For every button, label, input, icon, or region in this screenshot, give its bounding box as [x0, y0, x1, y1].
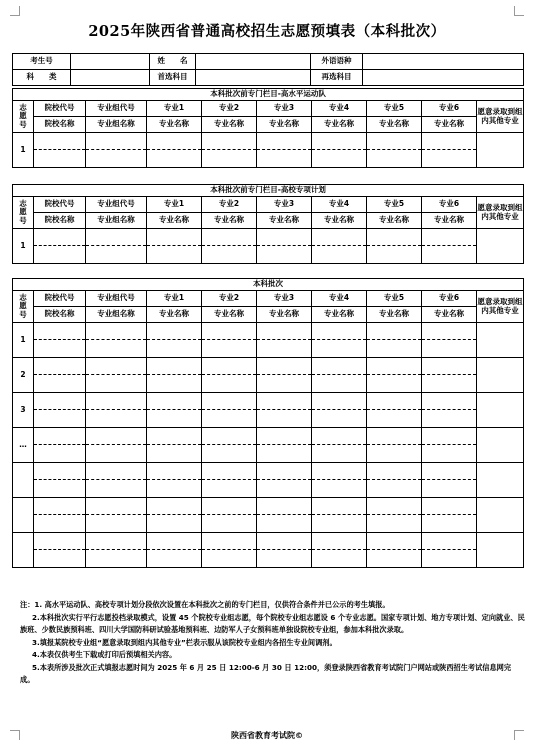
order-header: 志愿号 [13, 101, 34, 133]
entry-cell[interactable] [202, 533, 257, 568]
major-name-header: 专业名称 [312, 307, 367, 323]
entry-cell[interactable] [367, 533, 422, 568]
major-header: 专业5 [367, 291, 422, 307]
entry-cell[interactable] [422, 323, 477, 358]
note-2: 2.本科批次实行平行志愿投档录取模式，设置 45 个院校专业组志愿，每个院校专业组志愿设 6 个专业志愿。国家专项计划、地方专项计划、定向就业、民族班、少数民族预科班、四川大学国防科研试验基地预科班、边防军人子女预科班单独设院校专业组，参加本科批次录取。 [20, 612, 525, 634]
major-header: 专业3 [257, 291, 312, 307]
entry-cell[interactable] [422, 428, 477, 463]
crop-mark [10, 6, 20, 16]
group-code-header: 专业组代号 [86, 291, 147, 307]
school-name-header: 院校名称 [34, 307, 86, 323]
accept-header: 愿意录取到组内其他专业 [477, 197, 524, 229]
entry-cell[interactable] [34, 358, 86, 393]
volunteer-row [13, 229, 524, 264]
entry-cell[interactable] [312, 323, 367, 358]
entry-cell[interactable] [147, 498, 202, 533]
entry-cell[interactable] [86, 428, 147, 463]
major-header: 专业2 [202, 101, 257, 117]
volunteer-row [13, 323, 524, 358]
group-code-header: 专业组代号 [86, 197, 147, 213]
entry-cell[interactable] [257, 533, 312, 568]
school-code-header: 院校代号 [34, 101, 86, 117]
entry-cell[interactable] [147, 463, 202, 498]
major-header: 专业2 [202, 291, 257, 307]
entry-cell[interactable] [257, 393, 312, 428]
name-label: 姓 名 [150, 54, 196, 70]
major-name-header: 专业名称 [367, 307, 422, 323]
exam-no-label: 考生号 [13, 54, 71, 70]
major-header: 专业6 [422, 101, 477, 117]
footer: 陕西省教育考试院© [231, 731, 303, 740]
entry-cell[interactable] [367, 498, 422, 533]
entry-cell[interactable] [312, 229, 367, 264]
entry-cell[interactable] [422, 463, 477, 498]
entry-cell[interactable] [257, 358, 312, 393]
accept-cell[interactable] [477, 463, 524, 498]
entry-cell[interactable] [86, 498, 147, 533]
entry-cell[interactable] [86, 393, 147, 428]
group-name-header: 专业组名称 [86, 213, 147, 229]
major-header: 专业5 [367, 197, 422, 213]
entry-cell[interactable] [257, 323, 312, 358]
entry-cell[interactable] [257, 428, 312, 463]
second-subject-field[interactable] [363, 70, 524, 86]
order-number: … [13, 428, 34, 463]
entry-cell[interactable] [202, 498, 257, 533]
entry-cell[interactable] [202, 428, 257, 463]
exam-no-field[interactable] [71, 54, 150, 70]
section-title: 本科批次 [13, 279, 524, 291]
major-header: 专业4 [312, 291, 367, 307]
volunteer-row [13, 498, 524, 533]
entry-cell[interactable] [367, 463, 422, 498]
entry-cell[interactable] [147, 133, 202, 168]
entry-cell[interactable] [202, 358, 257, 393]
entry-cell[interactable] [202, 463, 257, 498]
section-title: 本科批次前专门栏目-高校专项计划 [13, 185, 524, 197]
major-header: 专业3 [257, 101, 312, 117]
notes [20, 599, 525, 687]
entry-cell[interactable] [312, 133, 367, 168]
entry-cell[interactable] [147, 533, 202, 568]
school-name-header: 院校名称 [34, 213, 86, 229]
entry-cell[interactable] [147, 358, 202, 393]
order-header: 志愿号 [13, 197, 34, 229]
entry-cell[interactable] [86, 463, 147, 498]
major-header: 专业6 [422, 291, 477, 307]
major-header: 专业4 [312, 197, 367, 213]
major-name-header: 专业名称 [422, 117, 477, 133]
major-header: 专业6 [422, 197, 477, 213]
accept-cell[interactable] [477, 498, 524, 533]
major-name-header: 专业名称 [422, 307, 477, 323]
entry-cell[interactable] [86, 358, 147, 393]
major-header: 专业5 [367, 101, 422, 117]
major-name-header: 专业名称 [312, 213, 367, 229]
order-number: 1 [13, 323, 34, 358]
section-table [12, 278, 524, 568]
entry-cell[interactable] [86, 533, 147, 568]
entry-cell[interactable] [257, 463, 312, 498]
group-name-header: 专业组名称 [86, 307, 147, 323]
entry-cell[interactable] [422, 229, 477, 264]
school-name-header: 院校名称 [34, 117, 86, 133]
major-name-header: 专业名称 [202, 213, 257, 229]
entry-cell[interactable] [422, 393, 477, 428]
order-number: 3 [13, 393, 34, 428]
entry-cell[interactable] [422, 498, 477, 533]
section-table [12, 184, 524, 264]
entry-cell[interactable] [34, 533, 86, 568]
entry-cell[interactable] [147, 393, 202, 428]
crop-mark [514, 6, 524, 16]
school-code-header: 院校代号 [34, 291, 86, 307]
subject-field[interactable] [71, 70, 150, 86]
major-header: 专业4 [312, 101, 367, 117]
major-header: 专业1 [147, 101, 202, 117]
entry-cell[interactable] [147, 323, 202, 358]
foreign-lang-label: 外语语种 [311, 54, 363, 70]
note-4: 4.本表仅供考生下载或打印后预填相关内容。 [32, 650, 177, 659]
entry-cell[interactable] [34, 323, 86, 358]
major-header: 专业3 [257, 197, 312, 213]
accept-cell[interactable] [477, 533, 524, 568]
order-number [13, 498, 34, 533]
entry-cell[interactable] [34, 463, 86, 498]
entry-cell[interactable] [367, 393, 422, 428]
accept-header: 愿意录取到组内其他专业 [477, 291, 524, 323]
major-header: 专业1 [147, 197, 202, 213]
order-number [13, 533, 34, 568]
section-title: 本科批次前专门栏目-高水平运动队 [13, 89, 524, 101]
entry-cell[interactable] [312, 463, 367, 498]
major-name-header: 专业名称 [147, 117, 202, 133]
accept-cell[interactable] [477, 323, 524, 358]
major-name-header: 专业名称 [367, 117, 422, 133]
major-header: 专业2 [202, 197, 257, 213]
school-code-header: 院校代号 [34, 197, 86, 213]
entry-cell[interactable] [312, 533, 367, 568]
note-5: 5.本表所涉及批次正式填报志愿时间为 2025 年 6 月 25 日 12:00-6 月 30 日 12:00，须登录陕西省教育考试院门户网站或陕西招生考试信息网完成。 [20, 662, 512, 684]
foreign-lang-field[interactable] [363, 54, 524, 70]
entry-cell[interactable] [34, 428, 86, 463]
major-name-header: 专业名称 [312, 117, 367, 133]
entry-cell[interactable] [86, 133, 147, 168]
info-table [12, 53, 524, 86]
major-name-header: 专业名称 [147, 307, 202, 323]
entry-cell[interactable] [422, 133, 477, 168]
volunteer-row [13, 393, 524, 428]
entry-cell[interactable] [147, 428, 202, 463]
order-header: 志愿号 [13, 291, 34, 323]
volunteer-row [13, 533, 524, 568]
volunteer-row [13, 133, 524, 168]
entry-cell[interactable] [86, 229, 147, 264]
volunteer-row [13, 358, 524, 393]
entry-cell[interactable] [34, 393, 86, 428]
major-header: 专业1 [147, 291, 202, 307]
section-table [12, 88, 524, 168]
entry-cell[interactable] [257, 498, 312, 533]
order-number [13, 463, 34, 498]
accept-header: 愿意录取到组内其他专业 [477, 101, 524, 133]
entry-cell[interactable] [202, 229, 257, 264]
major-name-header: 专业名称 [147, 213, 202, 229]
first-subject-label: 首选科目 [150, 70, 196, 86]
entry-cell[interactable] [312, 393, 367, 428]
entry-cell[interactable] [312, 498, 367, 533]
second-subject-label: 再选科目 [311, 70, 363, 86]
volunteer-row [13, 428, 524, 463]
major-name-header: 专业名称 [422, 213, 477, 229]
name-field[interactable] [196, 54, 311, 70]
major-name-header: 专业名称 [257, 117, 312, 133]
entry-cell[interactable] [202, 133, 257, 168]
entry-cell[interactable] [34, 229, 86, 264]
group-name-header: 专业组名称 [86, 117, 147, 133]
group-code-header: 专业组代号 [86, 101, 147, 117]
entry-cell[interactable] [367, 133, 422, 168]
entry-cell[interactable] [367, 323, 422, 358]
order-number: 1 [13, 229, 34, 264]
entry-cell[interactable] [367, 358, 422, 393]
order-number: 2 [13, 358, 34, 393]
first-subject-field[interactable] [196, 70, 311, 86]
entry-cell[interactable] [34, 133, 86, 168]
major-name-header: 专业名称 [257, 213, 312, 229]
accept-cell[interactable] [477, 133, 524, 168]
major-name-header: 专业名称 [202, 117, 257, 133]
entry-cell[interactable] [257, 229, 312, 264]
note-3: 3.填报某院校专业组“愿意录取到组内其他专业”栏表示服从该院校专业组内各招生专业间调剂。 [32, 637, 337, 647]
entry-cell[interactable] [312, 428, 367, 463]
entry-cell[interactable] [367, 229, 422, 264]
entry-cell[interactable] [422, 533, 477, 568]
entry-cell[interactable] [147, 229, 202, 264]
entry-cell[interactable] [422, 358, 477, 393]
accept-cell[interactable] [477, 428, 524, 463]
entry-cell[interactable] [202, 393, 257, 428]
major-name-header: 专业名称 [367, 213, 422, 229]
page-title: 2025年陕西省普通高校招生志愿预填表（本科批次） [88, 23, 446, 40]
note-1: 注：1. 高水平运动队、高校专项计划分段依次设置在本科批次之前的专门栏目，仅供符合条件并已公示的考生填报。 [20, 600, 390, 609]
accept-cell[interactable] [477, 229, 524, 264]
major-name-header: 专业名称 [202, 307, 257, 323]
major-name-header: 专业名称 [257, 307, 312, 323]
entry-cell[interactable] [202, 323, 257, 358]
subject-label: 科 类 [13, 70, 71, 86]
entry-cell[interactable] [367, 428, 422, 463]
accept-cell[interactable] [477, 358, 524, 393]
entry-cell[interactable] [86, 323, 147, 358]
volunteer-row [13, 463, 524, 498]
entry-cell[interactable] [34, 498, 86, 533]
entry-cell[interactable] [257, 133, 312, 168]
order-number: 1 [13, 133, 34, 168]
accept-cell[interactable] [477, 393, 524, 428]
entry-cell[interactable] [312, 358, 367, 393]
